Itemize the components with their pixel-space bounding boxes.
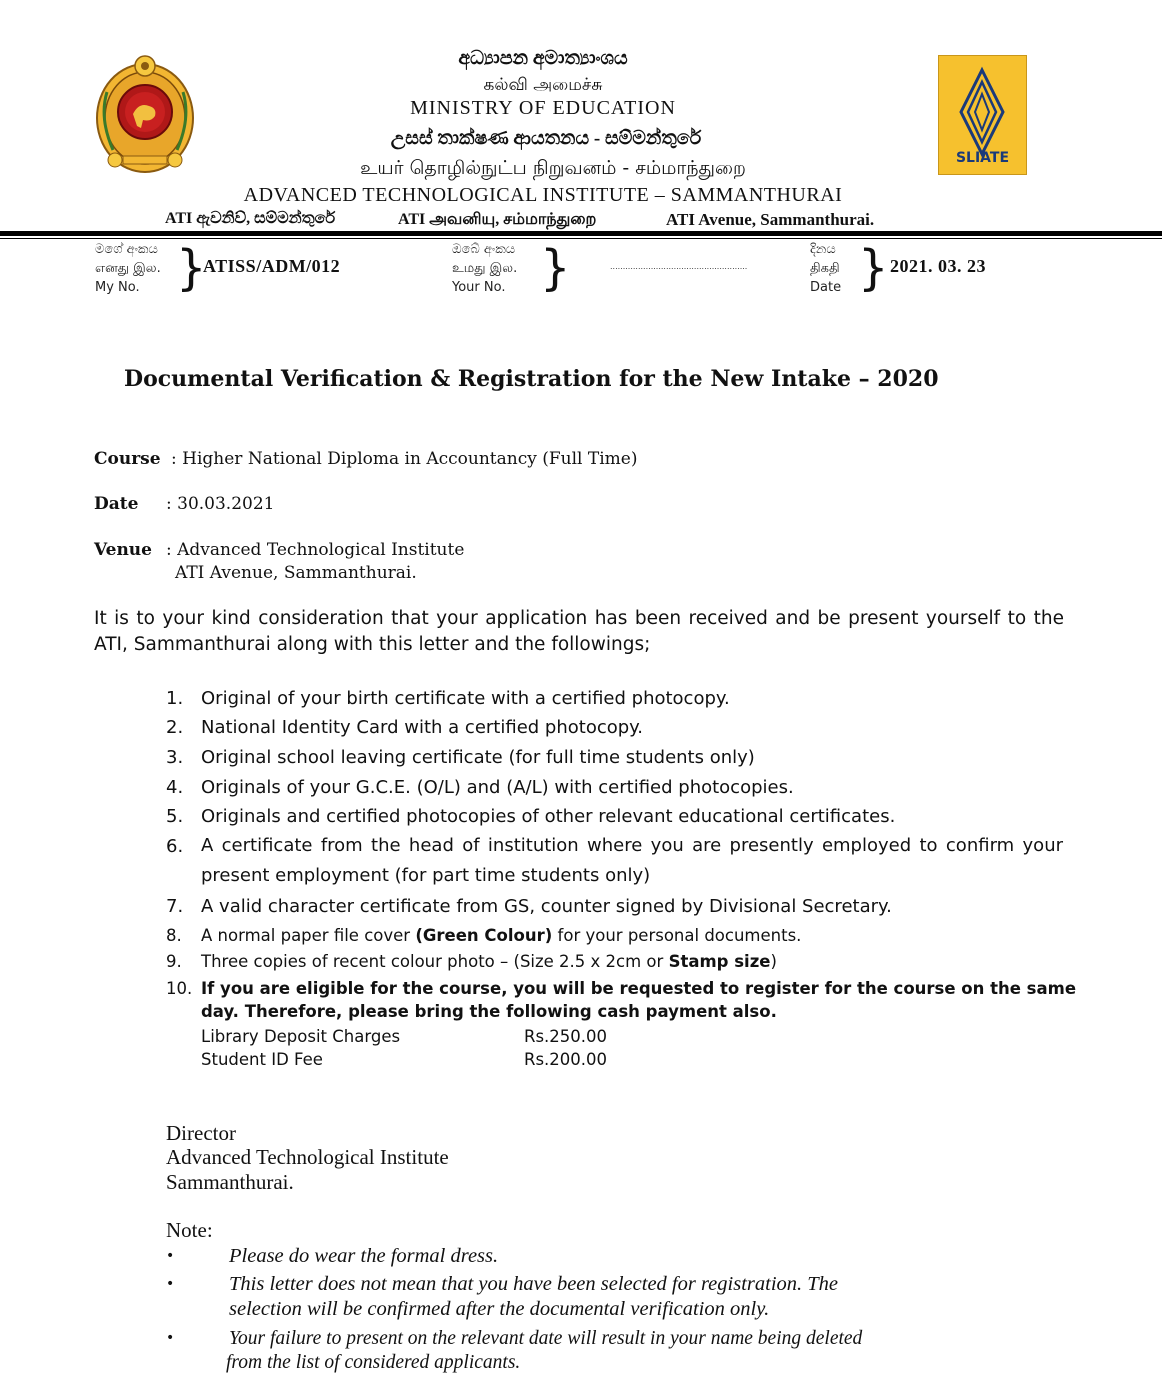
document-title: Documental Verification & Registration for the New Intake – 2020 <box>124 366 939 392</box>
ministry-tamil: கல்வி அமைச்சு <box>483 75 603 95</box>
header-rule-thin <box>0 238 1162 239</box>
date-label: Date <box>94 494 139 514</box>
venue-value-line2: ATI Avenue, Sammanthurai. <box>175 563 417 583</box>
address-english: ATI Avenue, Sammanthurai. <box>666 210 875 229</box>
signature-location: Sammanthurai. <box>166 1170 294 1194</box>
note-bullet: • <box>166 1276 175 1292</box>
signature-institute: Advanced Technological Institute <box>166 1145 449 1169</box>
institute-english: ADVANCED TECHNOLOGICAL INSTITUTE – SAMMANTHURAI <box>243 184 843 206</box>
course-value: : Higher National Diploma in Accountancy (Full Time) <box>171 449 638 469</box>
date-value: 2021. 03. 23 <box>890 256 986 276</box>
address-sinhala: ATI ඇවනිව්, සම්මන්තුරේ <box>165 210 336 227</box>
venue-field <box>94 540 152 560</box>
your-no-brace: } <box>540 240 571 296</box>
course-label: Course <box>94 449 161 469</box>
note-item-3-cont: from the list of considered applicants. <box>226 1352 521 1373</box>
note-bullet: • <box>166 1248 175 1264</box>
your-no-labels: ඔබේ අංකය உமது இல. Your No. <box>452 242 518 295</box>
institute-tamil: உயர் தொழில்நுட்ப நிறுவனம் - சம்மாந்துறை <box>360 157 746 179</box>
date-brace: } <box>858 240 889 296</box>
date-labels: දිනය திகதி Date <box>810 242 842 295</box>
signature-title: Director <box>166 1121 236 1145</box>
my-no-brace: } <box>176 240 207 296</box>
institute-sinhala: උසස් තාක්ෂණ ආයතනය - සම්මන්තුරේ <box>390 128 702 149</box>
date-field-value: : 30.03.2021 <box>166 494 275 514</box>
course-field <box>94 449 161 469</box>
my-no-labels: මගේ අංකය எனது இல. My No. <box>95 242 161 295</box>
sliate-logo-text: SLIATE <box>955 150 1010 166</box>
ministry-english: MINISTRY OF EDUCATION <box>410 97 676 119</box>
intro-paragraph: It is to your kind consideration that your application has been received and be present yourself to the ATI, Sammanthurai along with this letter and the followings; <box>94 608 1064 655</box>
my-no-value: ATISS/ADM/012 <box>203 256 341 276</box>
list-item-text-wrapped: A certificate from the head of institution where you are presently employed to confirm your present employment (for part time students only) <box>201 835 1063 886</box>
date-field <box>94 494 138 514</box>
note-bullet: • <box>166 1330 175 1346</box>
header-rule-thick <box>0 231 1162 236</box>
charge-amount: Rs.200.00 <box>524 1050 608 1069</box>
charge-amount: Rs.250.00 <box>524 1027 608 1046</box>
note-heading: Note: <box>166 1218 213 1242</box>
note-item-2-cont: selection will be confirmed after the documental verification only. <box>229 1298 770 1320</box>
venue-label: Venue <box>94 540 152 560</box>
ministry-sinhala: අධ්‍යාපන අමාත්‍යාංශය <box>458 48 628 69</box>
your-no-value: ...................................................... <box>610 262 748 271</box>
venue-value: : Advanced Technological Institute <box>166 540 465 560</box>
note-item-2: This letter does not mean that you have been selected for registration. The <box>229 1273 839 1295</box>
note-item-1: Please do wear the formal dress. <box>229 1245 499 1267</box>
note-item-3: Your failure to present on the relevant date will result in your name being deleted <box>229 1328 863 1349</box>
address-tamil: ATI அவனியு, சம்மாந்துறை <box>398 211 597 228</box>
